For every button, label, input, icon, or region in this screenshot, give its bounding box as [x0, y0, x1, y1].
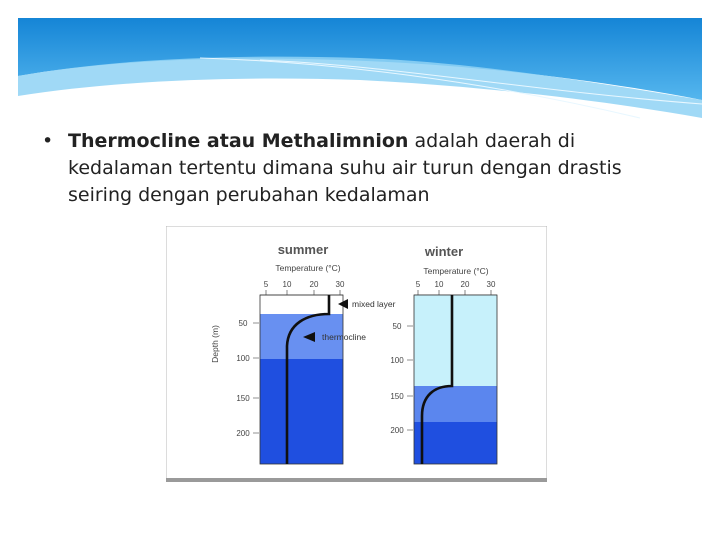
winter-temp-tick: 20 [460, 280, 470, 289]
winter-temp-tick: 30 [486, 280, 496, 289]
summer-depth-tick: 100 [236, 354, 250, 363]
bullet-term: Thermocline atau Methalimnion [68, 130, 409, 152]
summer-deep-layer [260, 359, 343, 464]
bullet-marker: • [42, 130, 54, 152]
thermocline-diagram [166, 226, 547, 482]
winter-depth-tick: 200 [390, 426, 404, 435]
winter-thermocline-layer [414, 386, 497, 422]
winter-title: winter [424, 244, 464, 259]
depth-axis-label: Depth (m) [210, 325, 220, 363]
summer-temp-tick: 30 [335, 280, 345, 289]
summer-temp-tick: 5 [263, 280, 269, 289]
winter-temp-tick: 10 [434, 280, 444, 289]
summer-depth-tick: 200 [236, 429, 250, 438]
winter-temperature-label: Temperature (°C) [423, 266, 489, 276]
summer-temp-tick: 20 [309, 280, 319, 289]
summer-temp-tick: 10 [282, 280, 292, 289]
bullet-definition: adalah daerah di kedalaman tertentu dimana suhu air turun dengan drastis seiring dengan perubahan kedalaman [68, 130, 622, 206]
winter-mixed-layer [414, 295, 497, 386]
bullet-paragraph [44, 128, 684, 209]
mixed-layer-label: mixed layer [352, 299, 396, 309]
header-banner [0, 0, 720, 130]
summer-depth-tick: 50 [238, 319, 248, 328]
summer-title: summer [277, 242, 329, 257]
summer-depth-tick: 150 [236, 394, 250, 403]
winter-deep-layer [414, 422, 497, 464]
winter-depth-tick: 150 [390, 392, 404, 401]
winter-depth-tick: 100 [390, 356, 404, 365]
summer-temperature-label: Temperature (°C) [275, 263, 341, 273]
winter-depth-tick: 50 [392, 322, 402, 331]
thermocline-label: thermocline [322, 332, 366, 342]
winter-temp-tick: 5 [415, 280, 421, 289]
